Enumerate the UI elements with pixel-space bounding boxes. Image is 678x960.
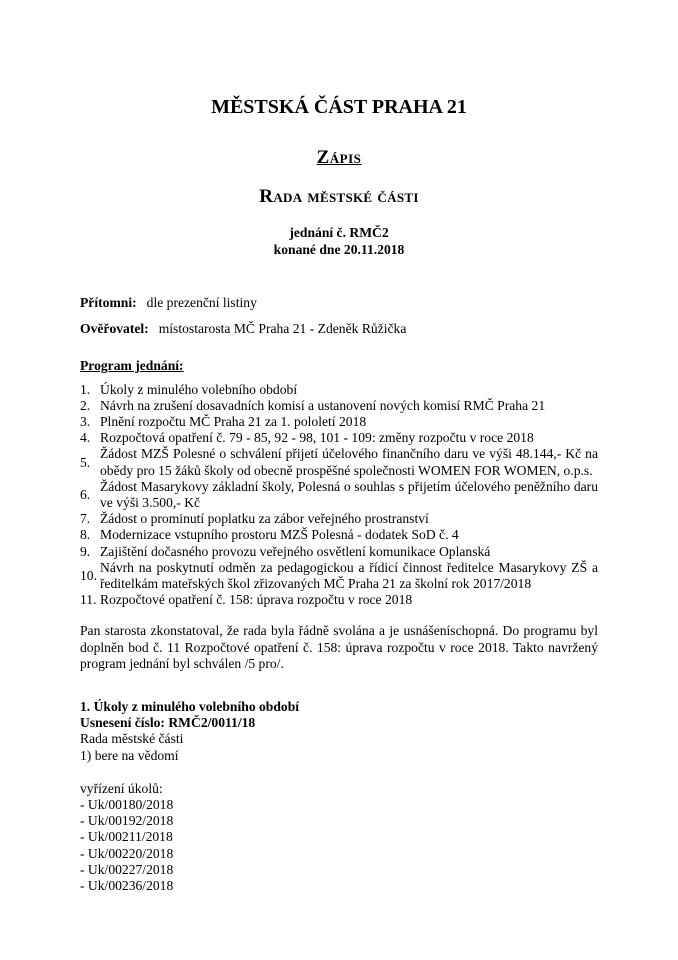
agenda-item-number: 5. bbox=[80, 454, 91, 470]
agenda-item bbox=[80, 479, 598, 511]
verifier-row bbox=[80, 321, 598, 337]
agenda-heading: Program jednání: bbox=[80, 358, 184, 374]
agenda-item bbox=[80, 430, 598, 446]
agenda-item-text: Návrh na poskytnutí odměn za pedagogickou a řídicí činnost ředitelce Masarykovy ZŠ a ředitelkám mateřských škol zřizovaných MČ Praha 21 za školní rok 2017/2018 bbox=[100, 559, 598, 592]
agenda-item bbox=[80, 446, 598, 478]
council-name: Rada městské části bbox=[259, 186, 419, 207]
agenda-item bbox=[80, 527, 598, 543]
agenda-item bbox=[80, 544, 598, 560]
task-item: - Uk/00236/2018 bbox=[80, 878, 174, 894]
agenda-item-number: 8. bbox=[80, 527, 91, 543]
agenda-item-text: Rozpočtové opatření č. 158: úprava rozpočtu v roce 2018 bbox=[100, 592, 413, 608]
meeting-number: jednání č. RMČ2 bbox=[289, 225, 389, 240]
agenda-item bbox=[80, 382, 598, 398]
agenda-item-number: 9. bbox=[80, 543, 91, 559]
agenda-item-number: 4. bbox=[80, 430, 91, 446]
agenda-item-number: 2. bbox=[80, 397, 91, 413]
agenda-item-number: 3. bbox=[80, 414, 91, 430]
present-value: dle prezenční listiny bbox=[146, 295, 257, 310]
verifier-label: Ověřovatel: bbox=[80, 321, 149, 337]
council-name-line bbox=[80, 186, 598, 208]
doc-type-label: Zápis bbox=[316, 147, 362, 168]
agenda-item-number: 7. bbox=[80, 511, 91, 527]
page-title: MĚSTSKÁ ČÁST PRAHA 21 bbox=[211, 96, 467, 118]
verifier-value: místostarosta MČ Praha 21 - Zdeněk Růžička bbox=[158, 321, 407, 337]
present-row bbox=[80, 295, 598, 311]
task-item: - Uk/00227/2018 bbox=[80, 861, 174, 877]
meeting-info bbox=[80, 224, 598, 258]
opening-paragraph: Pan starosta zkonstatoval, že rada byla řádně svolána a je usnášeníschopná. Do programu byl doplněn bod č. 11 Rozpočtové opatření č. 158: úprava rozpočtu v roce 2018. Takto navržený program jednání byl schválen /5 pro/. bbox=[80, 623, 598, 671]
tasks-heading: vyřízení úkolů: bbox=[80, 780, 163, 796]
agenda-item-number: 11. bbox=[80, 592, 97, 608]
task-list bbox=[80, 797, 598, 894]
task-item: - Uk/00192/2018 bbox=[80, 813, 174, 829]
agenda-item-text: Žádost MZŠ Polesné o schválení přijetí účelového finančního daru ve výši 48.144,- Kč na obědy pro 15 žáků školy od obecně prospěšné společnosti WOMEN FOR WOMEN, o.p.s. bbox=[100, 446, 598, 478]
agenda-item-text: Žádost Masarykovy základní školy, Polesná o souhlas s přijetím účelového peněžního daru ve výši 3.500,- Kč bbox=[100, 478, 598, 511]
task-item: - Uk/00211/2018 bbox=[80, 829, 173, 845]
agenda-item bbox=[80, 592, 598, 608]
agenda-item-text: Plnění rozpočtu MČ Praha 21 za 1. pololetí 2018 bbox=[100, 414, 367, 430]
task-item: - Uk/00180/2018 bbox=[80, 797, 174, 813]
agenda-item-text: Zajištění dočasného provozu veřejného osvětlení komunikace Oplanská bbox=[100, 543, 491, 559]
agenda-item-text: Návrh na zrušení dosavadních komisí a ustanovení nových komisí RMČ Praha 21 bbox=[100, 397, 546, 413]
council-body-line: Rada městské části bbox=[80, 731, 184, 747]
agenda-item-text: Žádost o prominutí poplatku za zábor veřejného prostranství bbox=[100, 511, 429, 527]
present-label: Přítomni: bbox=[80, 295, 137, 310]
agenda-item bbox=[80, 414, 598, 430]
agenda-item-text: Rozpočtová opatření č. 79 - 85, 92 - 98, 101 - 109: změny rozpočtu v roce 2018 bbox=[100, 430, 534, 446]
agenda-item-number: 1. bbox=[80, 381, 91, 397]
agenda-item bbox=[80, 398, 598, 414]
section-heading: 1. Úkoly z minulého volebního období bbox=[80, 699, 300, 715]
section-1 bbox=[80, 699, 598, 894]
resolution-action-line: 1) bere na vědomí bbox=[80, 747, 179, 763]
resolution-number: Usnesení číslo: RMČ2/0011/18 bbox=[80, 715, 256, 731]
agenda-item-number: 6. bbox=[80, 486, 91, 502]
doc-type-line bbox=[80, 147, 598, 169]
meeting-date: konané dne 20.11.2018 bbox=[273, 242, 405, 257]
agenda-item bbox=[80, 511, 598, 527]
agenda-item bbox=[80, 560, 598, 592]
agenda-item-number: 10. bbox=[80, 567, 97, 583]
task-item: - Uk/00220/2018 bbox=[80, 845, 174, 861]
agenda-item-text: Modernizace vstupního prostoru MZŠ Polesná - dodatek SoD č. 4 bbox=[100, 527, 459, 543]
agenda-list bbox=[80, 382, 598, 609]
agenda-item-text: Úkoly z minulého volebního období bbox=[100, 381, 298, 397]
